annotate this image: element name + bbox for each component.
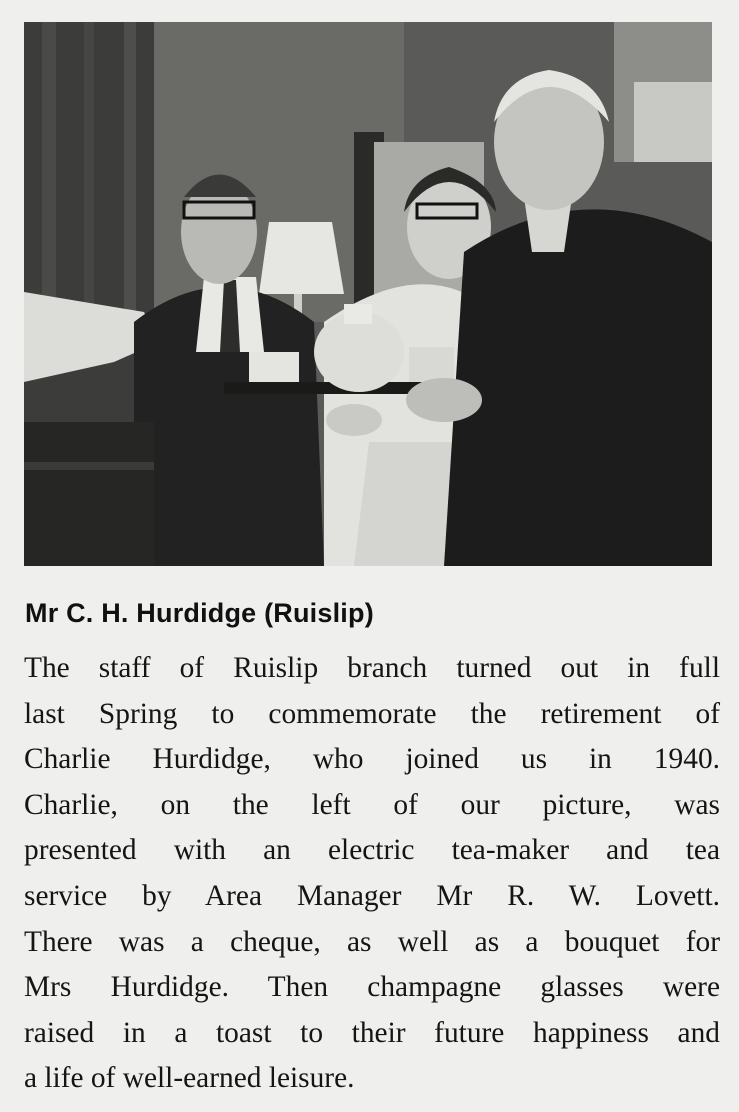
body-line: There was a cheque, as well as a bouquet for bbox=[24, 925, 720, 958]
article-headline: Mr C. H. Hurdidge (Ruislip) bbox=[25, 598, 374, 628]
body-line: service by Area Manager Mr R. W. Lovett. bbox=[24, 879, 720, 912]
presentation-photo bbox=[24, 22, 712, 566]
body-line: a life of well-earned leisure. bbox=[24, 1062, 355, 1095]
body-line: The staff of Ruislip branch turned out in full bbox=[24, 652, 720, 684]
body-line: Charlie, on the left of our picture, was bbox=[24, 788, 720, 821]
body-line: presented with an electric tea-maker and tea bbox=[24, 834, 720, 867]
body-line: Mrs Hurdidge. Then champagne glasses were bbox=[24, 971, 720, 1004]
body-line: raised in a toast to their future happiness and bbox=[24, 1016, 720, 1049]
body-line: Charlie Hurdidge, who joined us in 1940. bbox=[24, 743, 720, 776]
photo-illustration bbox=[24, 22, 712, 566]
body-line: last Spring to commemorate the retirement of bbox=[24, 697, 720, 730]
article-body bbox=[24, 646, 720, 1102]
